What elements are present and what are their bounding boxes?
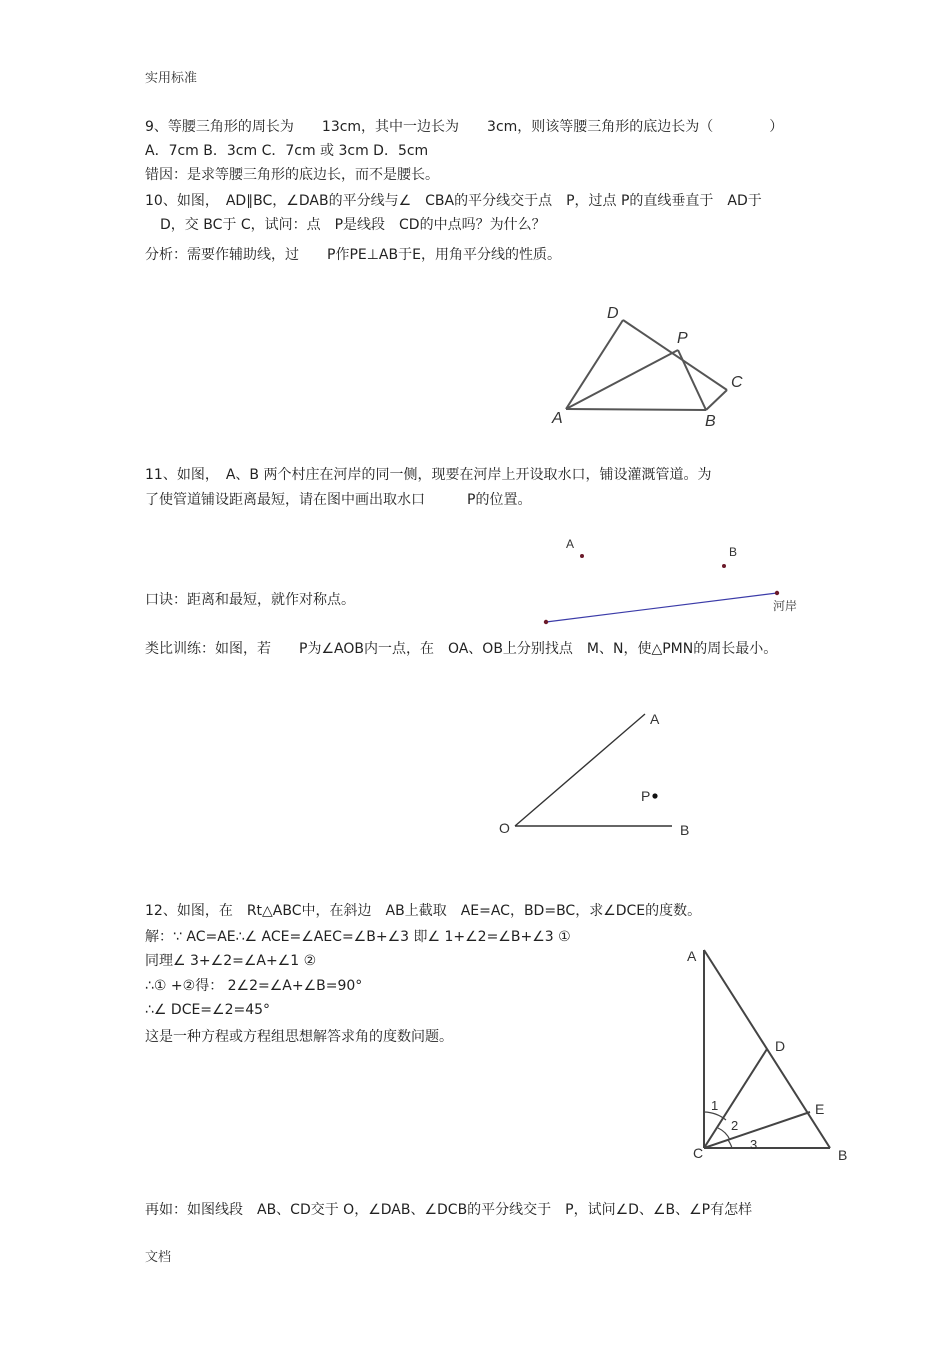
q11-label-b: B (729, 545, 738, 559)
q12-solution-4: ∴∠ DCE=∠2=45° (145, 1002, 271, 1018)
q12-label-e: E (815, 1101, 825, 1117)
q10-text-line2: D，交 BC于 C，试问：点 P是线段 CD的中点吗？为什么？ (160, 217, 546, 233)
q10-label-a: A (552, 410, 563, 427)
q11-angle-label-p: P (641, 788, 651, 804)
q10-label-b: B (705, 413, 716, 430)
q13-text: 再如：如图线段 AB、CD交于 O，∠DAB、∠DCB的平分线交于 P，试问∠D、∠B、∠P有怎样 (145, 1202, 753, 1218)
q11-text-line1: 11、如图， A、B 两个村庄在河岸的同一侧，现要在河岸上开设取水口，铺设灌溉管道。为 (145, 467, 712, 483)
q11-analogy: 类比训练：如图，若 P为∠AOB内一点，在 OA、OB上分别找点 M、N，使△PMN的周长最小。 (145, 641, 778, 657)
q12-label-b: B (838, 1147, 848, 1163)
q12-solution-3: ∴① +②得： 2∠2=∠A+∠B=90° (145, 978, 363, 994)
q11-text-line2: 了使管道铺设距离最短，请在图中画出取水口 P的位置。 (145, 492, 532, 508)
q12-note: 这是一种方程或方程组思想解答求角的度数问题。 (145, 1029, 453, 1045)
q12-solution-1: 解：∵ AC=AE∴∠ ACE=∠AEC=∠B+∠3 即∠ 1+∠2=∠B+∠3 ① (145, 929, 571, 945)
q12-label-d: D (775, 1038, 786, 1054)
q12-label-c: C (693, 1145, 704, 1161)
q9-error-note: 错因：是求等腰三角形的底边长，而不是腰长。 (145, 167, 439, 183)
q10-label-c: C (731, 374, 743, 391)
page-header: 实用标准 (145, 71, 198, 86)
q9-options: A．7cm B．3cm C．7cm 或 3cm D．5cm (145, 143, 429, 159)
q11-label-river: 河岸 (773, 599, 798, 613)
q10-label-p: P (677, 330, 688, 347)
q12-text: 12、如图，在 Rt△ABC中，在斜边 AB上截取 AE=AC，BD=BC，求∠DCE的度数。 (145, 903, 702, 919)
q12-solution-2: 同理∠ 3+∠2=∠A+∠1 ② (145, 953, 317, 969)
q11-angle-label-a: A (650, 711, 660, 727)
q10-label-d: D (607, 305, 619, 322)
q11-angle-label-o: O (499, 820, 510, 836)
q12-angle-2: 2 (731, 1118, 739, 1133)
q10-text-line1: 10、如图， AD∥BC，∠DAB的平分线与∠ CBA的平分线交于点 P，过点 P的直线垂直于 AD于 (145, 193, 762, 209)
page-footer: 文档 (145, 1250, 172, 1265)
q9-text: 9、等腰三角形的周长为 13cm，其中一边长为 3cm，则该等腰三角形的底边长为（ ） (145, 119, 784, 135)
q11-tip: 口诀：距离和最短，就作对称点。 (145, 592, 355, 608)
q10-analysis: 分析：需要作辅助线，过 P作PE⊥AB于E，用角平分线的性质。 (145, 247, 561, 263)
q11-angle-label-b: B (680, 822, 690, 838)
q11-label-a: A (566, 537, 575, 551)
q12-label-a: A (687, 948, 697, 964)
q12-angle-3: 3 (750, 1137, 758, 1152)
q12-angle-1: 1 (711, 1098, 719, 1113)
